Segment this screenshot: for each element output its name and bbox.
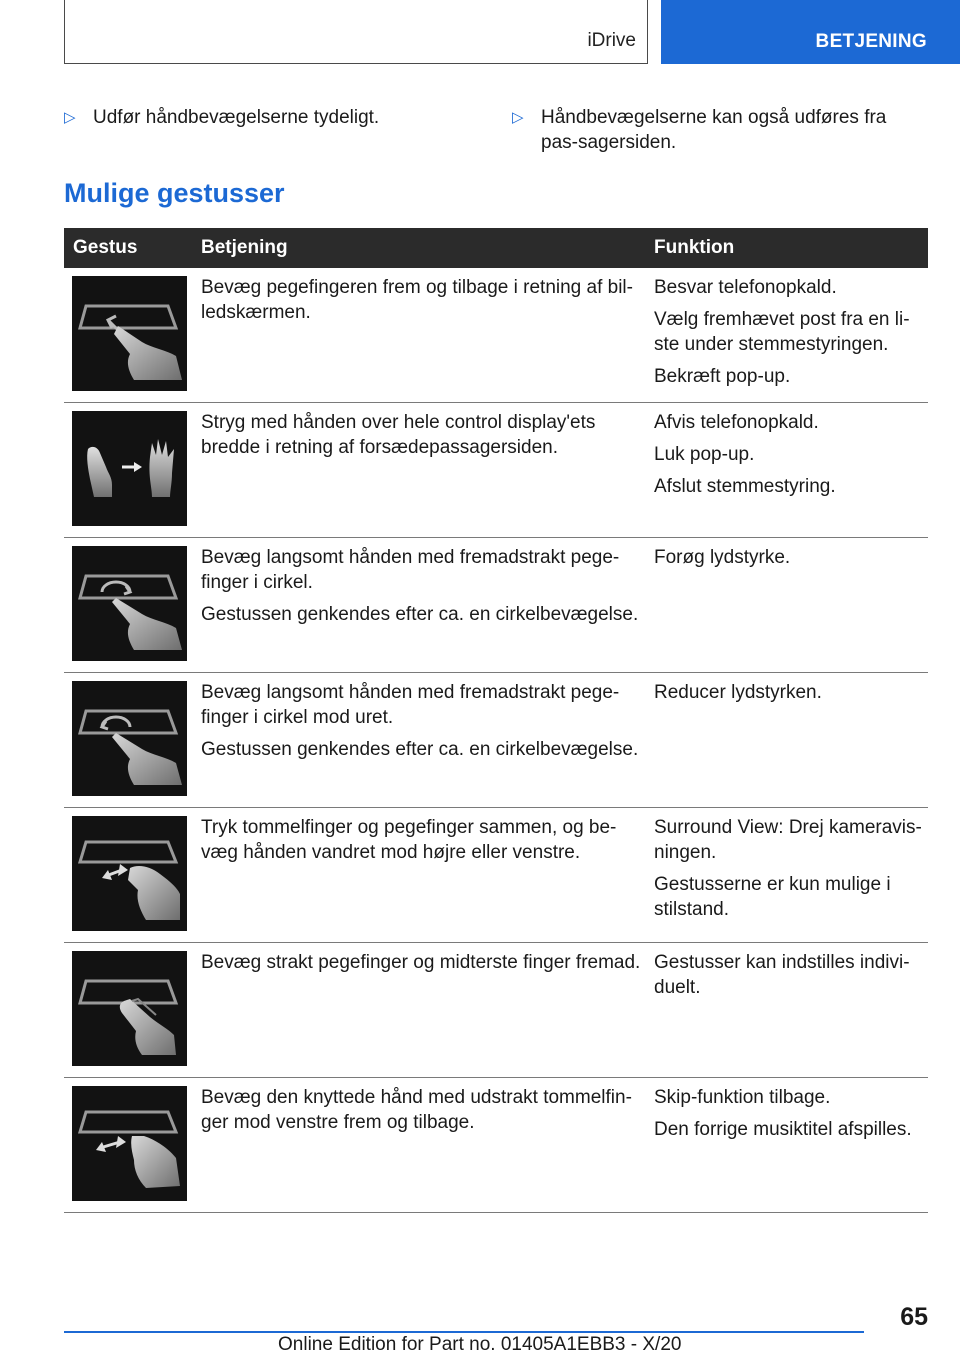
function-text: Forøg lydstyrke. [654,547,791,568]
function-cell [654,403,928,499]
function-text: Gestusserne er kun mulige i stilstand. [654,874,891,920]
fist-thumb-gesture-icon [72,1086,187,1201]
function-text: Afvis telefonopkald. [654,412,819,433]
operation-cell [201,538,641,627]
header-chapter-tab [661,0,960,64]
operation-text: Gestussen genkendes efter ca. en cirkelbevægelse. [201,604,639,625]
function-text: Luk pop-up. [654,444,755,465]
operation-cell [201,268,641,325]
chapter-label: BETJENING [815,31,927,52]
gesture-table [64,228,928,1213]
footer-edition-text: Online Edition for Part no. 01405A1EBB3 - X/20 [278,1334,682,1355]
header-frame [64,0,648,64]
function-text: Reducer lydstyrken. [654,682,822,703]
pinch-move-gesture-icon [72,816,187,931]
table-row [64,403,928,538]
table-row [64,268,928,403]
function-cell [654,943,928,1000]
operation-text: Bevæg strakt pegefinger og midterste finger fremad. [201,952,641,973]
operation-cell [201,403,641,460]
section-title: Mulige gestusser [64,178,285,208]
operation-cell [201,673,641,762]
function-text: Besvar telefonopkald. [654,277,837,298]
table-row [64,538,928,673]
table-row [64,943,928,1078]
column-header-function: Funktion [654,237,735,258]
operation-text: Bevæg langsomt hånden med fremadstrakt pege-finger i cirkel mod uret. [201,682,620,728]
column-header-operation: Betjening [201,237,288,258]
function-text: Den forrige musiktitel afspilles. [654,1119,912,1140]
operation-cell [201,943,641,975]
circle-counterclockwise-gesture-icon [72,681,187,796]
two-finger-forward-gesture-icon [72,951,187,1066]
intro-bullet-1 [64,105,484,130]
operation-text: Bevæg langsomt hånden med fremadstrakt pege-finger i cirkel. [201,547,620,593]
operation-text: Bevæg pegefingeren frem og tilbage i retning af bil-ledskærmen. [201,277,633,323]
operation-cell [201,1078,641,1135]
column-header-gesture: Gestus [73,237,138,258]
circle-clockwise-gesture-icon [72,546,187,661]
function-text: Vælg fremhævet post fra en li-ste under stemmestyringen. [654,309,910,355]
header-section-title: iDrive [587,30,636,51]
function-text: Afslut stemmestyring. [654,476,836,497]
triangle-bullet-icon: ▷ [512,109,524,126]
table-row [64,1078,928,1213]
swipe-hand-gesture-icon [72,411,187,526]
table-row [64,673,928,808]
function-cell [654,1078,928,1142]
function-text: Skip-funktion tilbage. [654,1087,831,1108]
triangle-bullet-icon: ▷ [64,109,76,126]
function-cell [654,538,928,570]
point-forward-back-gesture-icon [72,276,187,391]
bullet-text: Håndbevægelserne kan også udføres fra pas-sagersiden. [541,107,887,153]
footer-divider [64,1331,864,1333]
function-text: Surround View: Drej kameravis-ningen. [654,817,922,863]
intro-bullet-2 [512,105,928,155]
function-cell [654,808,928,922]
operation-text: Bevæg den knyttede hånd med udstrakt tommelfin-ger mod venstre frem og tilbage. [201,1087,632,1133]
function-cell [654,268,928,389]
function-cell [654,673,928,705]
function-text: Gestusser kan indstilles indivi-duelt. [654,952,910,998]
bullet-text: Udfør håndbevægelserne tydeligt. [93,107,380,128]
table-row [64,808,928,943]
page-number: 65 [900,1303,928,1331]
operation-text: Stryg med hånden over hele control display'ets bredde i retning af forsædepassagersiden. [201,412,596,458]
operation-text: Gestussen genkendes efter ca. en cirkelbevægelse. [201,739,639,760]
operation-text: Tryk tommelfinger og pegefinger sammen, og be-væg hånden vandret mod højre eller venstre. [201,817,617,863]
function-text: Bekræft pop-up. [654,366,791,387]
table-header [64,228,928,268]
operation-cell [201,808,641,865]
